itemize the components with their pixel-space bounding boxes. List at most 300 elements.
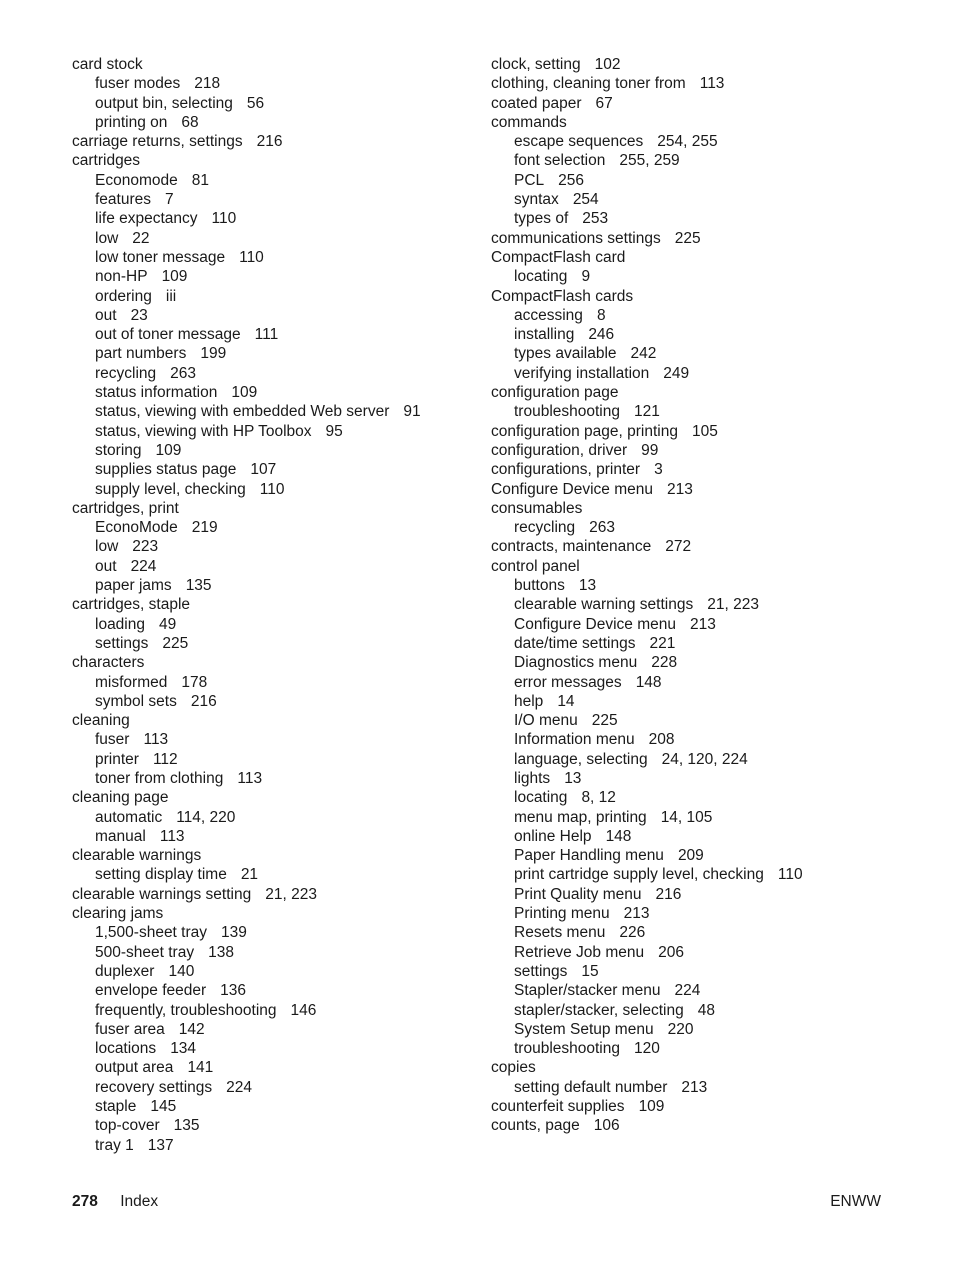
index-subentry	[72, 750, 472, 769]
index-page-ref: 8, 12	[581, 789, 616, 807]
index-subentry	[491, 981, 931, 1000]
index-subentry	[491, 402, 931, 421]
index-term: envelope feeder	[95, 982, 207, 1000]
index-term: clothing, cleaning toner from	[491, 75, 686, 93]
index-subentry	[72, 1039, 472, 1058]
index-entry	[491, 94, 931, 113]
index-subentry	[72, 248, 472, 267]
index-subentry	[491, 653, 931, 672]
index-page-ref: 263	[589, 519, 616, 537]
index-term: 500-sheet tray	[95, 943, 195, 961]
index-page-ref: 216	[256, 133, 283, 151]
index-term: cartridges, print	[72, 499, 179, 517]
index-term: counterfeit supplies	[491, 1098, 625, 1116]
index-entry	[491, 557, 931, 576]
index-term: Resets menu	[514, 924, 606, 942]
index-subentry	[72, 364, 472, 383]
index-term: characters	[72, 654, 145, 672]
index-term: help	[514, 692, 544, 710]
index-term: features	[95, 191, 152, 209]
index-subentry	[491, 1039, 931, 1058]
index-page-ref: 145	[150, 1098, 177, 1116]
index-subentry	[491, 595, 931, 614]
index-term: configuration page, printing	[491, 422, 678, 440]
index-subentry	[72, 1020, 472, 1039]
index-page-ref: 111	[254, 326, 279, 344]
index-term: printer	[95, 750, 139, 768]
index-subentry	[72, 673, 472, 692]
index-page-ref: 68	[181, 113, 199, 131]
index-page-ref: 7	[165, 191, 174, 209]
index-entry	[72, 788, 472, 807]
index-subentry	[491, 344, 931, 363]
index-page-ref: 113	[159, 827, 185, 845]
index-entry	[491, 422, 931, 441]
index-term: cleaning page	[72, 789, 169, 807]
index-page-ref: 107	[250, 461, 277, 479]
index-term: language, selecting	[514, 750, 648, 768]
index-page-ref: 106	[593, 1117, 620, 1135]
index-subentry	[72, 460, 472, 479]
index-subentry	[491, 306, 931, 325]
index-term: top-cover	[95, 1117, 160, 1135]
index-term: supplies status page	[95, 461, 237, 479]
index-term: EconoMode	[95, 519, 178, 537]
index-entry	[72, 885, 472, 904]
index-term: buttons	[514, 577, 565, 595]
index-page-ref: 218	[194, 75, 221, 93]
index-page-ref: iii	[165, 287, 177, 305]
index-page-ref: 141	[187, 1059, 214, 1077]
index-subentry	[72, 981, 472, 1000]
index-entry	[72, 904, 472, 923]
index-term: troubleshooting	[514, 1040, 620, 1058]
index-term: Printing menu	[514, 905, 610, 923]
index-entry	[491, 287, 931, 306]
index-subentry	[491, 576, 931, 595]
index-entry	[491, 537, 931, 556]
index-term: fuser area	[95, 1020, 165, 1038]
index-page-ref: 206	[658, 943, 684, 961]
index-term: out	[95, 306, 117, 324]
index-subentry	[491, 750, 931, 769]
index-page-ref: 109	[638, 1098, 665, 1116]
index-page-ref: 209	[677, 847, 704, 865]
index-page-ref: 223	[132, 538, 159, 556]
index-term: installing	[514, 326, 575, 344]
index-page-ref: 114, 220	[176, 808, 236, 826]
index-term: menu map, printing	[514, 808, 647, 826]
index-page-ref: 120	[634, 1040, 660, 1058]
index-subentry	[491, 132, 931, 151]
index-subentry	[491, 885, 931, 904]
index-subentry	[491, 808, 931, 827]
index-term: font selection	[514, 152, 606, 170]
index-subentry	[491, 267, 931, 286]
index-term: Information menu	[514, 731, 635, 749]
index-term: card stock	[72, 56, 143, 73]
index-subentry	[72, 1001, 472, 1020]
index-entry	[491, 55, 931, 74]
index-page-ref: 110	[777, 866, 803, 884]
index-subentry	[72, 537, 472, 556]
index-term: escape sequences	[514, 133, 644, 151]
index-term: Print Quality menu	[514, 885, 642, 903]
index-page-ref: 113	[237, 769, 263, 787]
index-subentry	[72, 74, 472, 93]
index-subentry	[72, 865, 472, 884]
index-page-ref: 221	[649, 634, 676, 652]
index-page-ref: 95	[325, 422, 343, 440]
index-subentry	[491, 923, 931, 942]
index-term: clearable warnings	[72, 847, 202, 865]
index-term: coated paper	[491, 94, 582, 112]
index-page-ref: 113	[699, 75, 725, 93]
index-page-ref: 3	[654, 461, 663, 479]
index-page-ref: 8	[596, 306, 606, 324]
index-entry	[491, 113, 931, 132]
index-term: storing	[95, 441, 142, 459]
index-page-ref: 225	[591, 712, 618, 730]
index-page-ref: 21, 223	[265, 885, 317, 903]
index-page-ref: 213	[681, 1078, 708, 1096]
index-term: clearing jams	[72, 905, 164, 923]
index-column-left	[72, 55, 472, 1155]
index-subentry	[72, 344, 472, 363]
index-subentry	[72, 576, 472, 595]
index-term: communications settings	[491, 229, 661, 247]
index-subentry	[72, 827, 472, 846]
index-page-ref: 225	[674, 229, 701, 247]
index-term: low	[95, 229, 119, 247]
index-entry	[491, 229, 931, 248]
index-entry	[72, 151, 472, 170]
index-term: part numbers	[95, 345, 187, 363]
index-subentry	[72, 808, 472, 827]
index-page-ref: 242	[630, 345, 657, 363]
index-subentry	[491, 769, 931, 788]
index-subentry	[491, 1020, 931, 1039]
index-page-ref: 109	[155, 441, 182, 459]
index-page-ref: 22	[132, 229, 150, 247]
index-term: verifying installation	[514, 364, 650, 382]
index-term: frequently, troubleshooting	[95, 1001, 277, 1019]
index-entry	[491, 74, 931, 93]
index-term: output bin, selecting	[95, 94, 233, 112]
index-subentry	[491, 518, 931, 537]
index-subentry	[72, 1116, 472, 1135]
index-term: Paper Handling menu	[514, 847, 664, 865]
index-page-ref: 121	[634, 403, 660, 421]
index-subentry	[491, 827, 931, 846]
index-subentry	[491, 865, 931, 884]
index-term: CompactFlash cards	[491, 287, 634, 305]
index-subentry	[491, 325, 931, 344]
index-page-ref: 148	[605, 827, 632, 845]
index-page-ref: 23	[130, 306, 148, 324]
index-page-ref: 224	[226, 1078, 253, 1096]
index-term: loading	[95, 615, 145, 633]
index-subentry	[72, 441, 472, 460]
index-subentry	[72, 190, 472, 209]
index-term: toner from clothing	[95, 769, 224, 787]
index-subentry	[72, 1136, 472, 1155]
index-page-ref: 178	[181, 673, 208, 691]
index-entry	[491, 499, 931, 518]
index-subentry	[491, 711, 931, 730]
index-page-ref: 102	[594, 56, 621, 73]
index-subentry	[491, 171, 931, 190]
index-term: output area	[95, 1059, 174, 1077]
index-term: clearable warnings setting	[72, 885, 252, 903]
index-page-ref: 15	[581, 962, 599, 980]
index-term: recovery settings	[95, 1078, 213, 1096]
index-subentry	[491, 190, 931, 209]
index-page-ref: 14, 105	[660, 808, 713, 826]
index-subentry	[72, 229, 472, 248]
index-term: status information	[95, 384, 218, 402]
index-subentry	[72, 94, 472, 113]
index-page-ref: 48	[697, 1001, 715, 1019]
index-subentry	[72, 325, 472, 344]
index-term: System Setup menu	[514, 1020, 654, 1038]
index-term: consumables	[491, 499, 583, 517]
index-page-ref: 137	[147, 1136, 174, 1154]
index-page-ref: 113	[143, 731, 169, 749]
index-term: types of	[514, 210, 569, 228]
index-page-ref: 219	[191, 519, 218, 537]
index-page-ref: 146	[290, 1001, 317, 1019]
index-page-ref: 135	[173, 1117, 200, 1135]
index-page-ref: 216	[190, 692, 217, 710]
index-term: fuser modes	[95, 75, 181, 93]
index-term: date/time settings	[514, 634, 636, 652]
index-page-ref: 263	[170, 364, 197, 382]
index-page-ref: 272	[665, 538, 692, 556]
index-page-ref: 9	[581, 268, 591, 286]
index-page-ref: 135	[185, 577, 212, 595]
index-page-ref: 254, 255	[657, 133, 718, 151]
page-number: 278	[72, 1193, 98, 1210]
index-term: types available	[514, 345, 617, 363]
index-term: error messages	[514, 673, 622, 691]
index-term: settings	[95, 634, 149, 652]
index-page-ref: 134	[170, 1040, 197, 1058]
index-page-ref: 224	[130, 557, 157, 575]
index-term: Configure Device menu	[514, 615, 676, 633]
index-entry	[72, 499, 472, 518]
index-term: PCL	[514, 171, 545, 189]
index-subentry	[72, 171, 472, 190]
index-entry	[491, 1058, 931, 1077]
index-entry	[72, 132, 472, 151]
index-subentry	[491, 943, 931, 962]
index-term: tray 1	[95, 1136, 134, 1154]
index-page-ref: 216	[655, 885, 682, 903]
index-subentry	[491, 209, 931, 228]
index-subentry	[72, 383, 472, 402]
footer-left	[72, 1192, 158, 1212]
index-entry	[491, 383, 931, 402]
index-page-ref: 256	[558, 171, 585, 189]
index-entry	[491, 1097, 931, 1116]
index-page-ref: 208	[648, 731, 675, 749]
index-subentry	[72, 923, 472, 942]
index-term: locations	[95, 1040, 157, 1058]
index-page-ref: 99	[641, 441, 659, 459]
index-term: stapler/stacker, selecting	[514, 1001, 684, 1019]
index-page-ref: 110	[259, 480, 285, 498]
index-page-ref: 138	[208, 943, 234, 961]
index-page-ref: 109	[231, 384, 258, 402]
index-page-ref: 224	[674, 982, 701, 1000]
index-page-ref: 110	[239, 248, 264, 266]
index-page-ref: 21	[240, 866, 259, 884]
index-term: status, viewing with embedded Web server	[95, 403, 390, 421]
index-subentry	[72, 962, 472, 981]
index-term: accessing	[514, 306, 583, 324]
index-term: cartridges	[72, 152, 141, 170]
index-subentry	[72, 634, 472, 653]
index-page-ref: 49	[159, 615, 177, 633]
index-term: I/O menu	[514, 712, 578, 730]
index-subentry	[72, 480, 472, 499]
index-term: configuration, driver	[491, 441, 628, 459]
index-term: counts, page	[491, 1117, 580, 1135]
index-subentry	[72, 287, 472, 306]
index-entry	[72, 711, 472, 730]
index-page-ref: 24, 120, 224	[661, 750, 748, 768]
index-page-ref: 142	[178, 1020, 205, 1038]
index-subentry	[72, 518, 472, 537]
index-page-ref: 213	[623, 905, 650, 923]
index-term: low toner message	[95, 248, 226, 266]
index-subentry	[491, 634, 931, 653]
index-subentry	[491, 904, 931, 923]
index-page-ref: 13	[578, 577, 597, 595]
index-subentry	[491, 692, 931, 711]
index-term: setting display time	[95, 866, 227, 884]
index-page-ref: 56	[246, 94, 265, 112]
index-term: out of toner message	[95, 326, 241, 344]
index-term: configuration page	[491, 384, 619, 402]
index-term: troubleshooting	[514, 403, 620, 421]
index-term: recycling	[95, 364, 157, 382]
index-term: 1,500-sheet tray	[95, 924, 208, 942]
index-term: symbol sets	[95, 692, 177, 710]
index-term: carriage returns, settings	[72, 133, 243, 151]
index-entry	[72, 846, 472, 865]
index-page-ref: 21, 223	[707, 596, 759, 614]
index-page-ref: 112	[152, 750, 178, 768]
index-column-right	[491, 55, 931, 1136]
index-subentry	[72, 306, 472, 325]
index-entry	[491, 248, 931, 267]
index-subentry	[72, 422, 472, 441]
index-term: lights	[514, 769, 551, 787]
index-page-ref: 228	[651, 654, 678, 672]
index-page-ref: 81	[191, 171, 209, 189]
index-term: status, viewing with HP Toolbox	[95, 422, 312, 440]
index-page-ref: 213	[666, 480, 693, 498]
index-subentry	[72, 615, 472, 634]
index-subentry	[72, 1097, 472, 1116]
index-entry	[491, 1116, 931, 1135]
section-name: Index	[120, 1193, 159, 1210]
index-entry	[491, 460, 931, 479]
index-entry	[72, 595, 472, 614]
index-term: locating	[514, 789, 568, 807]
index-subentry	[72, 209, 472, 228]
index-term: control panel	[491, 557, 580, 575]
index-subentry	[491, 364, 931, 383]
index-entry	[72, 55, 472, 74]
index-subentry	[491, 151, 931, 170]
index-page-ref: 13	[564, 769, 582, 787]
index-subentry	[72, 113, 472, 132]
index-page-ref: 246	[588, 326, 615, 344]
index-subentry	[72, 1058, 472, 1077]
index-page-ref: 220	[667, 1020, 694, 1038]
index-term: out	[95, 557, 117, 575]
index-page-ref: 226	[619, 924, 646, 942]
index-term: print cartridge supply level, checking	[514, 866, 764, 884]
index-term: Configure Device menu	[491, 480, 653, 498]
index-subentry	[491, 673, 931, 692]
index-page-ref: 136	[220, 982, 247, 1000]
index-term: paper jams	[95, 577, 172, 595]
index-page-ref: 213	[689, 615, 716, 633]
index-subentry	[491, 962, 931, 981]
index-term: printing on	[95, 113, 168, 131]
index-term: configurations, printer	[491, 461, 641, 479]
index-term: cleaning	[72, 712, 130, 730]
index-term: syntax	[514, 191, 559, 209]
index-term: recycling	[514, 519, 576, 537]
index-subentry	[72, 267, 472, 286]
index-term: commands	[491, 113, 567, 131]
index-subentry	[491, 788, 931, 807]
index-subentry	[491, 730, 931, 749]
index-page-ref: 105	[692, 422, 718, 440]
index-page-ref: 253	[582, 210, 609, 228]
index-term: automatic	[95, 808, 163, 826]
index-page-ref: 91	[403, 403, 421, 421]
index-term: ordering	[95, 287, 152, 305]
index-subentry	[491, 615, 931, 634]
index-subentry	[72, 402, 472, 421]
index-entry	[491, 480, 931, 499]
index-term: misformed	[95, 673, 168, 691]
index-subentry	[72, 557, 472, 576]
index-page-ref: 109	[161, 268, 188, 286]
index-page-ref: 67	[595, 94, 613, 112]
index-subentry	[491, 846, 931, 865]
index-term: locating	[514, 268, 568, 286]
index-subentry	[72, 730, 472, 749]
index-term: copies	[491, 1059, 536, 1077]
index-subentry	[72, 943, 472, 962]
index-page-ref: 139	[221, 924, 247, 942]
index-page-ref: 255, 259	[619, 152, 680, 170]
index-term: setting default number	[514, 1078, 668, 1096]
index-entry	[491, 441, 931, 460]
index-page-ref: 199	[200, 345, 227, 363]
index-subentry	[72, 769, 472, 788]
index-term: Stapler/stacker menu	[514, 982, 661, 1000]
index-term: manual	[95, 827, 146, 845]
index-term: cartridges, staple	[72, 596, 191, 614]
